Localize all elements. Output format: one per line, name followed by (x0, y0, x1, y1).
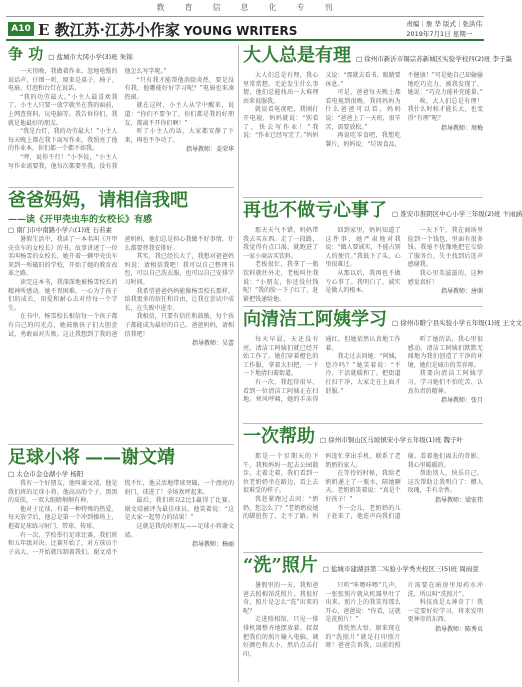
section-title-en: YOUNG WRITERS (183, 24, 298, 38)
teacher-credit: 指导教师：杨丽 (191, 541, 234, 549)
article-xiangqing (243, 309, 522, 421)
paragraph: “我的功劳最大。”小主人最喜欢我了，小主人只要一放学就坐在我的面前，上网查资料，玩电脑等。我告诉你们，我就是他最好的朋友。 (8, 93, 118, 127)
article-body (243, 336, 483, 406)
teacher-credit: 指导教师：唐萌 (440, 288, 483, 296)
article-title-row (8, 45, 234, 66)
paragraph: 我恍然大悟，原来现在的“洗照片”就是打印照片呀！爸爸告诉我，以前的照片需要在暗房里用药水冲洗，所以叫“洗照片”。 (325, 582, 483, 650)
article-subtitle: ——读《开甲壳虫车的女校长》有感 (8, 215, 153, 225)
paragraph: 每天早晨，天还没有亮，清洁工阿姨们就已经开始工作了。她们穿着橙色的工作服，拿着大扫把，一下一下地清扫着街道。 (243, 336, 319, 378)
article-author: □ 徐州市睢宁县实验小学五年级(1)班 王文文 (392, 319, 522, 327)
masthead-char: 息 (240, 3, 250, 12)
divider (8, 187, 234, 188)
masthead-char: 刊 (324, 3, 334, 12)
article-body (243, 227, 483, 304)
masthead-rule (6, 39, 484, 41)
masthead-char: 专 (296, 3, 306, 12)
paragraph: 听了她的话，我心里很感动。清洁工阿姨们默默无闻地为我们创造了干净的环境，她们是城市的美容师。 (407, 336, 483, 369)
paragraph: 暑假生活中，我读了一本名叫《开甲壳虫车的女校长》的书。故事讲述了一位名叫杨雪的女校长，她开着一辆甲壳虫车来到一所破旧的学校，开始了她的教育改革之路。 (8, 236, 118, 278)
paragraph: 我相信，只要有信任和鼓励，每个孩子都能成为最好的自己。爸爸妈妈，请相信我吧！ (124, 313, 234, 338)
paragraph: 读完这本书，我深深地被杨雪校长的精神所感动。她不畏困难，一心为了孩子们的成长，用爱和耐心去对待每一个学生。 (8, 278, 118, 312)
teacher-credit: 指导教师：吴蕾 (191, 340, 234, 348)
article-author: □ 盐城市大冈小学(3)班 朱锦 (48, 53, 133, 61)
paragraph: 回到家里，妈妈知道了这件事，她严肃地对我说：“做人要诚实，不能占别人的便宜。”我低下了头，心里很难过。 (325, 227, 401, 269)
article-body (8, 68, 234, 171)
article-body (8, 480, 234, 557)
masthead-divider (6, 16, 484, 17)
article-zuqiu (8, 447, 234, 682)
paragraph: 我要向清洁工阿姨学习，学习她们不怕吃苦、认真负责的精神。 (407, 370, 483, 395)
article-body (243, 582, 483, 659)
editor-line: 责编｜詹 华 版式｜张洪伟 (406, 20, 482, 28)
paragraph: 只听“咔嚓咔嚓”几声，一张张照片就从机器里吐了出来。照片上的我笑得那么开心，爸爸说：“你看，这就是洗照片！” (325, 582, 401, 624)
paragraph: 在书中，杨雪校长相信每一个孩子都有自己的闪光点，她鼓励孩子们大胆尝试，勇敢面对失败。这让我想到了我的爸爸妈妈，他们总是担心我做不好事情，什么都要替我安排好。 (8, 236, 234, 338)
paragraph: 有一次，我起得很早，看到一位清洁工阿姨正在扫地。寒风呼啸，她的手冻得通红，但她依然认真地工作着。 (243, 336, 401, 404)
paragraph: 从那以后，我再也不做亏心事了。我明白了，诚实是做人的根本。 (325, 269, 401, 295)
article-title: 一次帮助 (243, 426, 315, 447)
article-author: □ 南门市中南路小学六(1)班 石若素 (8, 226, 112, 234)
masthead-meta (406, 19, 482, 39)
divider (8, 444, 234, 445)
paragraph: 这就是我的好朋友——足球小将谢文靖。 (124, 522, 234, 539)
paragraph: 我希望爸爸妈妈能像杨雪校长那样，给我更多的信任和自由，让我在尝试中成长，在失败中进步。 (124, 287, 234, 312)
paragraph: 不一会儿，老奶奶的儿子赶来了，他连声向我们道谢。看着他们离去的背影，我心里暖暖的。 (325, 453, 483, 521)
paragraph: “哼，说你不行！”小李说，“小主人写作业需要我，他每次都要坐我，没有我他怎么写字呢。” (8, 68, 167, 170)
article-title-row (243, 426, 483, 451)
article-title: 足球小将 (8, 447, 80, 468)
article-title: 争 功 (8, 45, 44, 63)
article-subtitle: ——谢文靖 (85, 447, 175, 468)
article-title-row (243, 555, 483, 580)
paragraph: 那是一个星期天的下午，我和妈妈一起去公园散步。走着走着，我们看到一位老奶奶坐在路边，看上去很难受的样子。 (243, 453, 319, 495)
masthead-char: 化 (268, 3, 278, 12)
section-title-cn: E 教江苏·江苏小作家 (38, 21, 180, 39)
paragraph: 大人们总是有理，我心里常常想。无论发生什么事情，他们总能找出一大堆理由来说服我。 (243, 72, 319, 105)
paragraph: 在等待的时候，我给老奶奶递上了一瓶水，陪她聊天。老奶奶笑着说：“真是个好孩子！” (325, 470, 401, 503)
article-yici (243, 426, 483, 550)
article-body (8, 236, 234, 349)
divider (243, 197, 483, 198)
paragraph: 那天天气不错，妈妈带我去买东西。走了一段路，我觉得有点口渴，就跑进了一家小商店买饮料。 (243, 227, 319, 260)
article-title: 再也不做亏心事了 (243, 200, 387, 221)
article-title: “洗”照片 (243, 555, 318, 576)
paragraph: 听了小主人的话，大家都安静了下来，再也不争功了。 (124, 128, 234, 144)
divider (243, 552, 483, 553)
paragraph: 我走过去问她：“阿姨，您冷吗？”她笑着说：“不冷，干活就暖和了。把街道打扫干净，大家走在上面才舒服。” (325, 353, 401, 395)
article-title-row (243, 200, 522, 225)
article-title-row (243, 45, 512, 70)
paragraph: 我赶紧跑过去问：“奶奶，您怎么了？”老奶奶说她的脚扭伤了，走不了路。妈妈连忙拿出手机，联系了老奶奶的家人。 (243, 453, 401, 521)
masthead-char: 育 (184, 3, 194, 12)
teacher-credit: 指导教师：梁宏伟 (434, 496, 483, 504)
paragraph: 走进照相馆，只见一排排机器整齐地摆放着。叔叔把我们的照片输入电脑，调好颜色和大小，然后点击打印。 (243, 616, 319, 658)
article-zaiye (243, 200, 522, 304)
teacher-credit: 指导教师：姜荣华 (185, 146, 234, 154)
paragraph: 暑假里的一天，我和爸爸去照相馆洗照片。我很好奇，照片是怎么“洗”出来的呢？ (243, 582, 319, 615)
paragraph: 帮助别人，快乐自己。这次帮助让我明白了：赠人玫瑰，手有余香。 (407, 470, 483, 495)
date-line: 2019年7月1日 星期一 (406, 30, 473, 38)
masthead-char: 教 (156, 3, 166, 12)
paragraph: 再说吃零食吧，我想吃薯片，妈妈说：“垃圾食品，不健康！”可是她自己却偷偷地吃巧克力，被我发现了，她说：“巧克力能补充能量。” (325, 72, 483, 148)
article-author: □ 淮安市淮阴区中心小学三年级(2)班 卞雨涵 (392, 210, 522, 218)
article-title-row (8, 447, 234, 469)
article-author: □ 盐城市建湖县第二实验小学秀夫校区三(5)班 周雨萱 (322, 565, 479, 573)
paragraph: 我心里美滋滋的，这种感觉真好！ (407, 269, 483, 286)
paragraph: 老板很忙，我拿了一瓶饮料就往外走，老板叫住我说：“小朋友，你还没付钱呢！”我的脸一下子红了，赶紧把钱递给他。 (243, 261, 319, 303)
article-author: □ 太仓市金仓湖小学 杨阳 (8, 470, 84, 478)
article-zhengqiu (8, 45, 234, 185)
teacher-credit: 指导教师：陈秀贞 (434, 625, 483, 633)
masthead-char: 信 (212, 3, 222, 12)
paragraph: 他对于足球，有着一种特殊的热爱。每天放学后，他总是第一个冲到操场上，抱着足球练习射门、带球、传球。 (8, 505, 118, 530)
article-xuehua (243, 555, 483, 682)
divider (243, 306, 483, 307)
paragraph: 就说看电视吧，我刚打开电视，妈妈就说：“别看了，快去写作业！”我说：“作业已经写完了。”妈妈又说：“那就去看书，眼睛要休息。” (243, 72, 401, 140)
article-daren (243, 45, 512, 195)
column-divider (238, 45, 239, 682)
paragraph: “我是台灯，我的功劳最大！”小主人每天晚上都在我下面写作业，我照亮了他的作业本，你们都一个都不如我。 (8, 128, 118, 153)
paragraph: 我有一个好朋友，他叫谢文靖，他是我们班的足球小将。他高高的个子，黑黑的皮肤，一双大眼睛炯炯有神。 (8, 480, 118, 505)
teacher-credit: 指导教师：张月 (440, 397, 483, 405)
paragraph: 一天傍晚，我做着作业。忽地电缆的说话声，仔细一听，原来是桌子、椅子、电扇、灯泡和台灯在说话。 (8, 68, 118, 93)
paragraph: 一天下午，我在商场里捡到一个钱包，里面有很多钱。我毫不犹豫地把它交给了服务台，失主找到后连声感谢我。 (407, 227, 483, 269)
masthead-top-title (0, 2, 490, 14)
article-title-row (243, 309, 522, 334)
divider (243, 423, 483, 424)
paragraph: 就在这时，小主人从学中醒来，说道：“你们不要争了，你们都是我的好朋友，都离不开你们啊！” (124, 102, 234, 127)
article-body (243, 453, 483, 522)
paragraph: 唉，大人们总是有理！我什么时候才能长大，也变得“有理”呢？ (407, 97, 483, 122)
paragraph: 科技真是太神奇了！我一定要好好学习，将来发明更神奇的东西。 (407, 599, 483, 624)
article-bama (8, 190, 234, 442)
article-title: 爸爸妈妈，请相信我吧 (8, 190, 188, 211)
section-title (38, 19, 297, 40)
paragraph: 有一次，学校举行足球比赛，我们班和五年级对决。比赛开始了，对方球员个子高大，一开始就压制着我们。谢文靖不慌不忙，他灵活地带球突破，一个漂亮的射门，球进了！全场欢呼起来。 (8, 480, 234, 556)
article-body (243, 72, 483, 149)
paragraph: 最后，我们班以2比1赢得了比赛。谢文靖被评为最佳球员。他笑着说：“这是大家一起努力的结果！” (124, 497, 234, 522)
teacher-credit: 指导教师：周梅 (440, 124, 483, 132)
page-number-badge: A10 (8, 22, 34, 36)
article-title: 向清洁工阿姨学习 (243, 309, 387, 330)
article-author: □ 徐州市新沂市锡宗苏新城区实验学校四(2)班 李子墨 (356, 55, 512, 63)
article-author: □ 徐州市铜山区马坡镇宋小学五年级(1)班 魏子叶 (320, 436, 463, 444)
article-title: 大人总是有理 (243, 45, 351, 66)
paragraph: 可是，爸爸每天晚上都看电视到很晚，我问妈妈为什么爸爸可以看，妈妈说：“爸爸上了一天班，很辛苦，需要放松。” (325, 89, 401, 131)
masthead (0, 0, 490, 40)
paragraph: 其实，我已经长大了，我想对爸爸妈妈说：请相信我吧！我可以自己整理书包，可以自己洗衣服，也可以自己安排学习时间。 (124, 253, 234, 286)
paragraph: “只有我才能帮他消除炎热，要是没有我，他哪能好好学习呢？”电扇也来凑热闹。 (124, 76, 234, 101)
